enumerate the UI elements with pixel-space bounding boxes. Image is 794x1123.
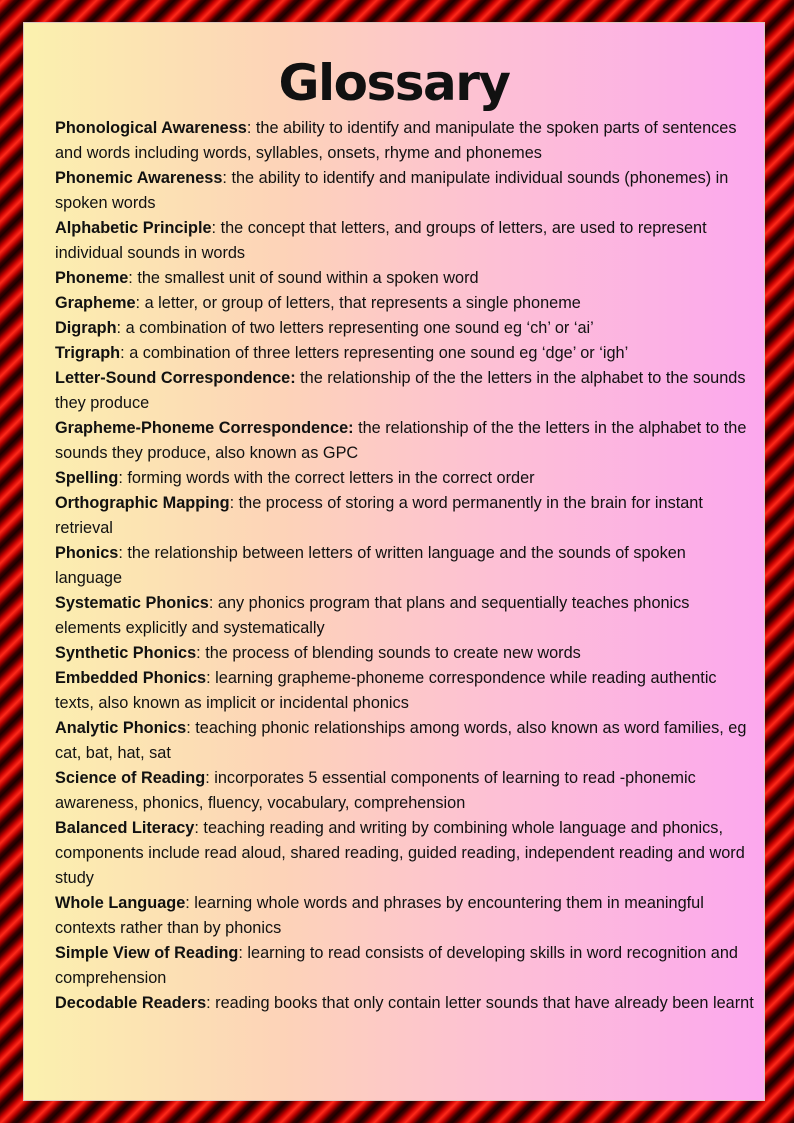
glossary-page	[23, 22, 765, 1101]
glossary-term: Grapheme-Phoneme Correspondence:	[55, 419, 354, 437]
term-separator: :	[186, 719, 191, 737]
term-separator: :	[205, 769, 210, 787]
glossary-definition: the concept that letters, and groups of letters, are used to represent individual sounds in words	[55, 219, 707, 262]
glossary-term: Analytic Phonics	[55, 719, 187, 737]
glossary-entry	[55, 366, 755, 416]
page-title: Glossary	[278, 54, 510, 112]
glossary-list	[55, 116, 755, 1014]
glossary-definition: learning to read consists of developing skills in word recognition and comprehension	[55, 944, 738, 987]
term-separator: :	[211, 219, 217, 237]
term-separator: :	[118, 544, 123, 562]
glossary-definition: the relationship of the the letters in the alphabet to the sounds they produce, also known as GPC	[55, 419, 747, 462]
term-separator: :	[185, 894, 190, 912]
glossary-definition: the ability to identify and manipulate individual sounds (phonemes) in spoken words	[55, 169, 729, 212]
term-separator: :	[135, 294, 141, 312]
glossary-term: Phonemic Awareness	[55, 169, 223, 187]
glossary-term: Grapheme	[55, 294, 136, 312]
glossary-definition: teaching phonic relationships among words, also known as word families, eg cat, bat, hat, sat	[55, 719, 747, 762]
glossary-entry	[55, 491, 755, 541]
glossary-term: Embedded Phonics	[55, 669, 207, 687]
glossary-term: Synthetic Phonics	[55, 644, 197, 662]
glossary-definition: the process of storing a word permanently in the brain for instant retrieval	[55, 494, 703, 537]
glossary-definition: the relationship between letters of written language and the sounds of spoken language	[55, 544, 686, 587]
glossary-term: Letter-Sound Correspondence:	[55, 369, 296, 387]
glossary-term: Phoneme	[55, 269, 129, 287]
glossary-entry	[55, 316, 755, 341]
glossary-definition: any phonics program that plans and sequentially teaches phonics elements explicitly and systematically	[55, 594, 690, 637]
term-separator: :	[128, 269, 133, 287]
glossary-entry	[55, 216, 755, 266]
glossary-definition: a letter, or group of letters, that represents a single phoneme	[140, 294, 581, 312]
term-separator: :	[206, 994, 211, 1012]
glossary-definition: a combination of three letters representing one sound eg ‘dge’ or ‘igh’	[124, 344, 629, 362]
glossary-definition: the process of blending sounds to create new words	[200, 644, 581, 662]
glossary-entry	[55, 766, 755, 816]
glossary-entry	[55, 641, 755, 666]
glossary-definition: a combination of two letters representing one sound eg ‘ch’ or ‘ai’	[121, 319, 594, 337]
glossary-entry	[55, 266, 755, 291]
glossary-term: Science of Reading	[55, 769, 206, 787]
glossary-definition: forming words with the correct letters in the correct order	[122, 469, 535, 487]
glossary-definition: the relationship of the the letters in the alphabet to the sounds they produce	[55, 369, 746, 412]
glossary-term: Balanced Literacy	[55, 819, 195, 837]
glossary-entry	[55, 816, 755, 891]
term-separator: :	[208, 594, 214, 612]
glossary-term: Decodable Readers	[55, 994, 207, 1012]
glossary-definition: reading books that only contain letter sounds that have already been learnt	[210, 994, 754, 1012]
term-separator: :	[246, 119, 252, 137]
glossary-entry	[55, 891, 755, 941]
glossary-definition: the smallest unit of sound within a spoken word	[132, 269, 479, 287]
glossary-term: Alphabetic Principle	[55, 219, 212, 237]
glossary-entry	[55, 466, 755, 491]
glossary-term: Digraph	[55, 319, 117, 337]
glossary-entry	[55, 541, 755, 591]
term-separator: :	[229, 494, 235, 512]
glossary-entry	[55, 993, 755, 1014]
glossary-term: Phonological Awareness	[55, 119, 247, 137]
glossary-entry	[55, 291, 755, 316]
glossary-entry	[55, 941, 755, 991]
glossary-definition: the ability to identify and manipulate the spoken parts of sentences and words including words, syllables, onsets, rhyme and phonemes	[55, 119, 737, 162]
glossary-term: Trigraph	[55, 344, 121, 362]
term-separator: :	[222, 169, 227, 187]
glossary-term: Phonics	[55, 544, 119, 562]
glossary-entry	[55, 116, 755, 166]
glossary-term: Whole Language	[55, 894, 186, 912]
term-separator: :	[116, 319, 122, 337]
glossary-entry	[55, 591, 755, 641]
glossary-entry	[55, 716, 755, 766]
term-separator: :	[238, 944, 243, 962]
glossary-definition: learning grapheme-phoneme correspondence while reading authentic texts, also known as implicit or incidental phonics	[55, 669, 717, 712]
term-separator: :	[194, 819, 199, 837]
glossary-definition: learning whole words and phrases by encountering them in meaningful contexts rather than by phonics	[55, 894, 704, 937]
glossary-entry	[55, 416, 755, 466]
glossary-definition: teaching reading and writing by combining whole language and phonics, components include read aloud, shared reading, guided reading, independent reading and word study	[55, 819, 745, 887]
glossary-term: Systematic Phonics	[55, 594, 209, 612]
glossary-term: Orthographic Mapping	[55, 494, 230, 512]
glossary-term: Spelling	[55, 469, 119, 487]
glossary-term: Simple View of Reading	[55, 944, 239, 962]
term-separator: :	[196, 644, 201, 662]
term-separator: :	[118, 469, 123, 487]
term-separator: :	[206, 669, 211, 687]
term-separator: :	[120, 344, 125, 362]
glossary-entry	[55, 341, 755, 366]
glossary-definition: incorporates 5 essential components of learning to read -phonemic awareness, phonics, fluency, vocabulary, comprehension	[55, 769, 696, 812]
glossary-entry	[55, 666, 755, 716]
glossary-entry	[55, 166, 755, 216]
